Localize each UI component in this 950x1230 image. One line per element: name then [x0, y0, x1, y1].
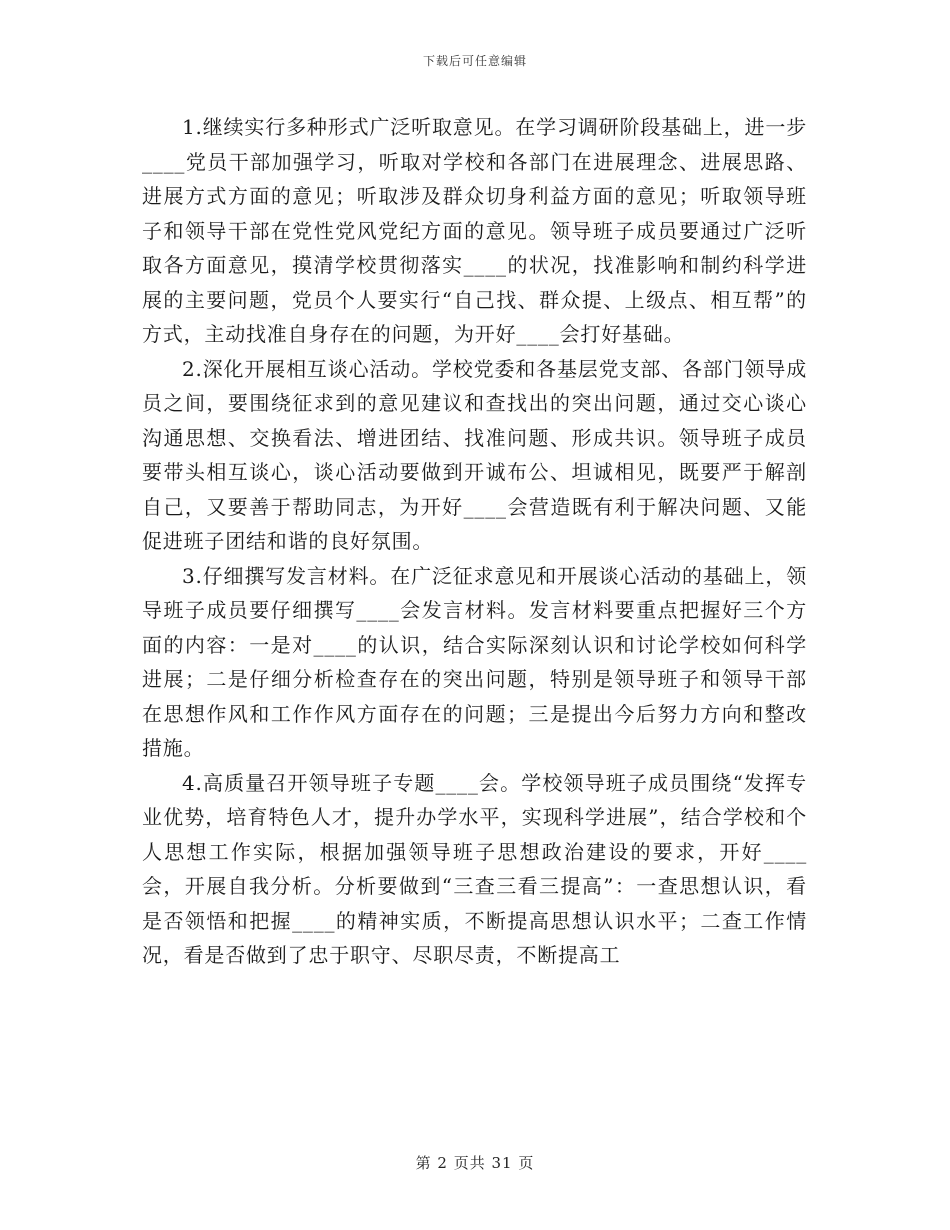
paragraph-2: 2.深化开展相互谈心活动。学校党委和各基层党支部、各部门领导成员之间，要围绕征求到的意见建议和查找出的突出问题，通过交心谈心沟通思想、交换看法、增进团结、找准问题、形成共识。领导班子成员要带头相互谈心，谈心活动要做到开诚布公、坦诚相见，既要严于解剖自己，又要善于帮助同志，为开好____会营造既有利于解决问题、又能促进班子团结和谐的良好氛围。	[142, 356, 807, 553]
paragraph-3: 3.仔细撰写发言材料。在广泛征求意见和开展谈心活动的基础上，领导班子成员要仔细撰写____会发言材料。发言材料要重点把握好三个方面的内容：一是对____的认识，结合实际深刻认识和讨论学校如何科学进展；二是仔细分析检查存在的突出问题，特别是领导班子和领导干部在思想作风和工作作风方面存在的问题；三是提出今后努力方向和整改措施。	[142, 563, 807, 760]
paragraph-1: 1.继续实行多种形式广泛听取意见。在学习调研阶段基础上，进一步____党员干部加强学习，听取对学校和各部门在进展理念、进展思路、进展方式方面的意见；听取涉及群众切身利益方面的意见；听取领导班子和领导干部在党性党风党纪方面的意见。领导班子成员要通过广泛听取各方面意见，摸清学校贯彻落实____的状况，找准影响和制约科学进展的主要问题，党员个人要实行“自己找、群众提、上级点、相互帮”的方式，主动找准自身存在的问题，为开好____会打好基础。	[142, 115, 807, 346]
document-body	[142, 110, 807, 973]
page-number: 第 2 页共 31 页	[415, 1154, 535, 1172]
page-header: 下载后可任意编辑	[422, 54, 527, 68]
paragraph-4: 4.高质量召开领导班子专题____会。学校领导班子成员围绕“发挥专业优势，培育特色人才，提升办学水平，实现科学进展”，结合学校和个人思想工作实际，根据加强领导班子思想政治建设的要求，开好____会，开展自我分析。分析要做到“三查三看三提高”：一查思想认识，看是否领悟和把握____的精神实质，不断提高思想认识水平；二查工作情况，看是否做到了忠于职守、尽职尽责，不断提高工	[142, 770, 807, 967]
